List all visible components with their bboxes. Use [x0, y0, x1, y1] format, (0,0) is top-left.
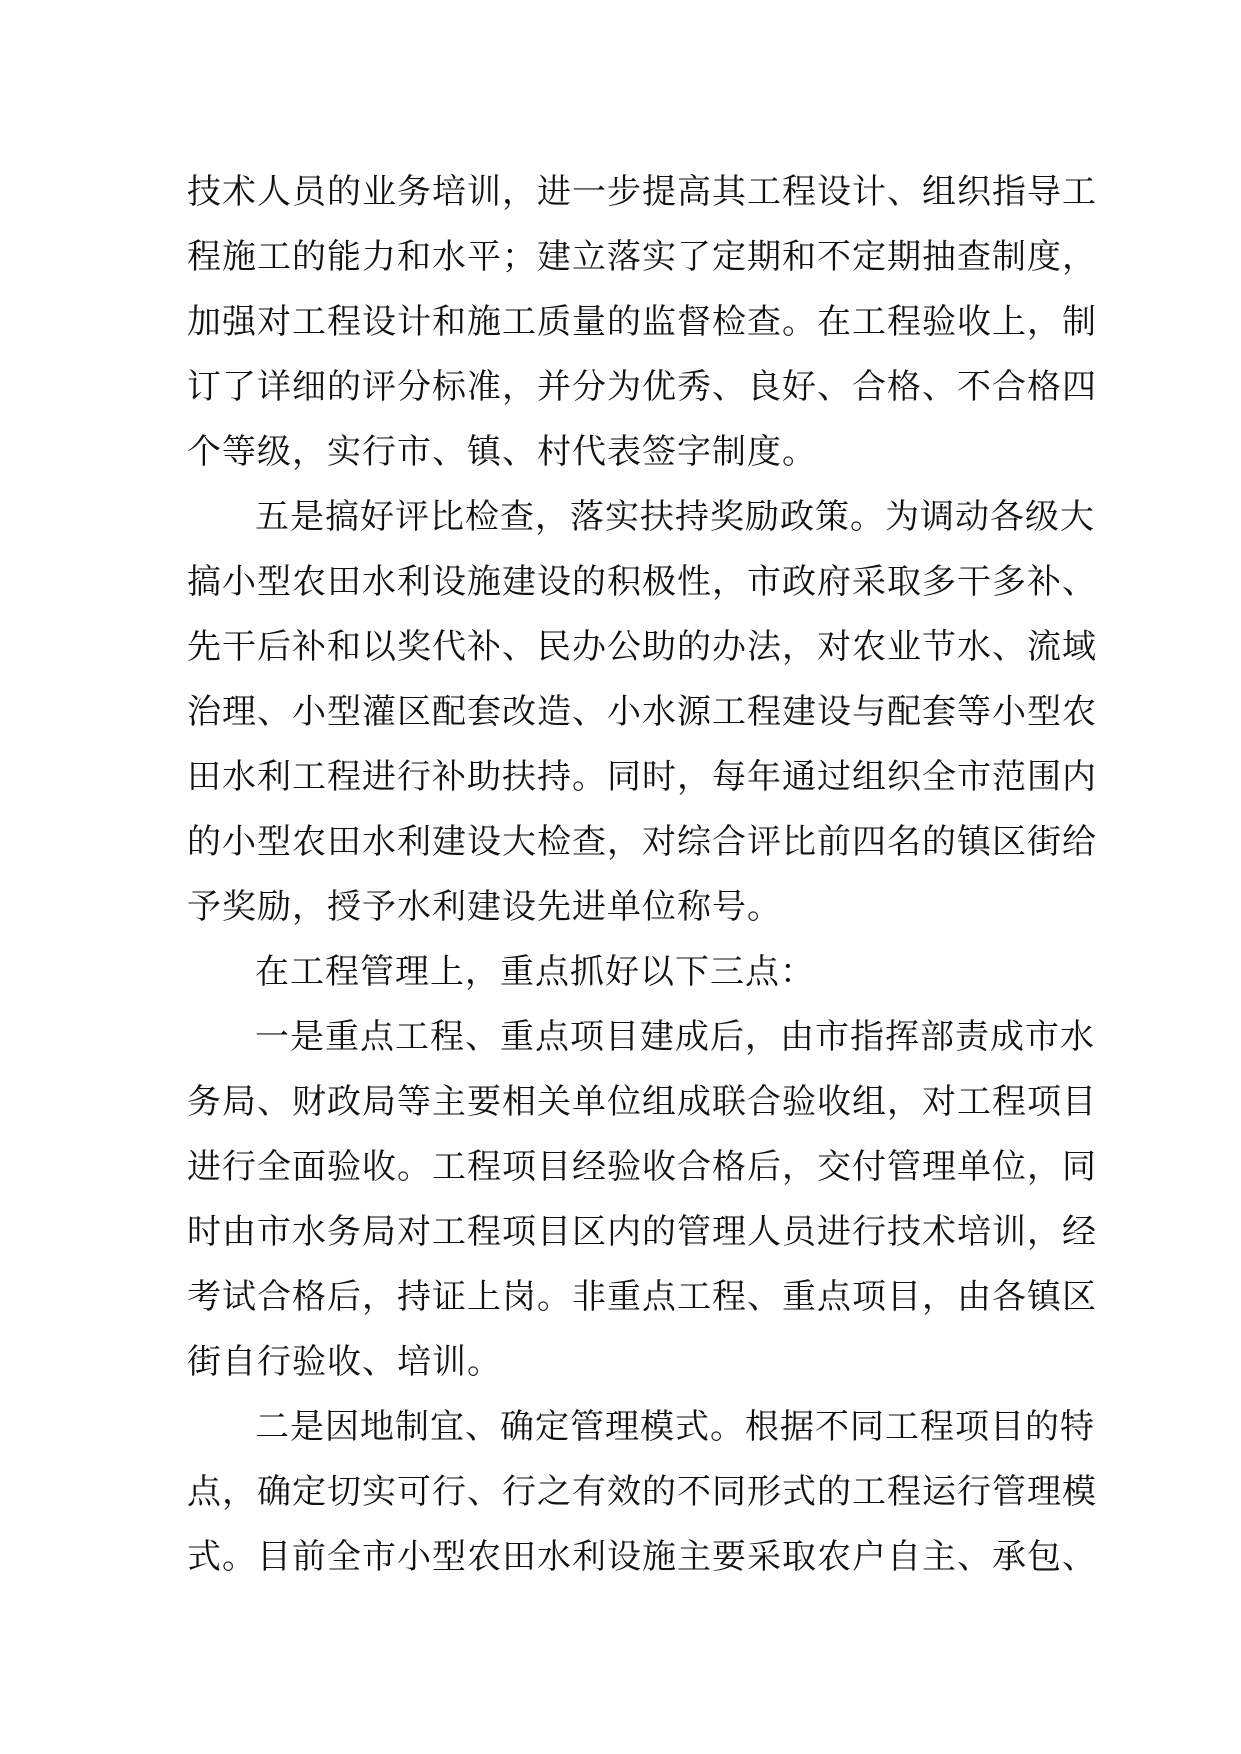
text-line: 田水利工程进行补助扶持。同时，每年通过组织全市范围内	[187, 757, 1097, 797]
text-line: 进行全面验收。工程项目经验收合格后，交付管理单位，同	[187, 1147, 1097, 1187]
text-line: 的小型农田水利建设大检查，对综合评比前四名的镇区街给	[187, 822, 1097, 862]
text-line: 个等级，实行市、镇、村代表签字制度。	[187, 432, 817, 472]
body-text	[187, 160, 1097, 1590]
text-line: 程施工的能力和水平；建立落实了定期和不定期抽查制度，	[187, 237, 1097, 277]
paragraph-first-line: 在工程管理上，重点抓好以下三点：	[255, 952, 815, 992]
paragraph-first-line: 一是重点工程、重点项目建成后，由市指挥部责成市水	[255, 1017, 1095, 1057]
text-line: 订了详细的评分标准，并分为优秀、良好、合格、不合格四	[187, 367, 1097, 407]
text-line: 考试合格后，持证上岗。非重点工程、重点项目，由各镇区	[187, 1277, 1097, 1317]
text-line: 予奖励，授予水利建设先进单位称号。	[187, 887, 782, 927]
paragraph-first-line: 五是搞好评比检查，落实扶持奖励政策。为调动各级大	[255, 497, 1095, 537]
text-line: 加强对工程设计和施工质量的监督检查。在工程验收上，制	[187, 302, 1097, 342]
text-line: 街自行验收、培训。	[187, 1342, 502, 1382]
text-line: 技术人员的业务培训，进一步提高其工程设计、组织指导工	[187, 172, 1097, 212]
text-line: 时由市水务局对工程项目区内的管理人员进行技术培训，经	[187, 1212, 1097, 1252]
text-line: 务局、财政局等主要相关单位组成联合验收组，对工程项目	[187, 1082, 1097, 1122]
text-line: 点，确定切实可行、行之有效的不同形式的工程运行管理模	[187, 1472, 1097, 1512]
text-line: 治理、小型灌区配套改造、小水源工程建设与配套等小型农	[187, 692, 1097, 732]
text-line: 搞小型农田水利设施建设的积极性，市政府采取多干多补、	[187, 562, 1097, 602]
text-line: 式。目前全市小型农田水利设施主要采取农户自主、承包、	[187, 1537, 1097, 1577]
text-line: 先干后补和以奖代补、民办公助的办法，对农业节水、流域	[187, 627, 1097, 667]
paragraph-first-line: 二是因地制宜、确定管理模式。根据不同工程项目的特	[255, 1407, 1095, 1447]
